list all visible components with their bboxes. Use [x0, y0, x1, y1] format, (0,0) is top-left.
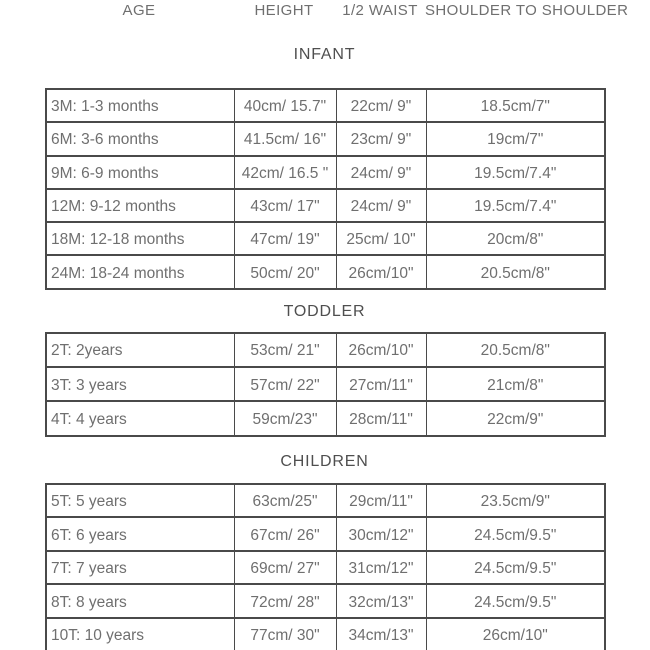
table-row — [46, 517, 605, 551]
table-row — [46, 401, 605, 435]
cell-shoulder: 19.5cm/7.4" — [426, 156, 605, 189]
table-row — [46, 189, 605, 222]
cell-age: 9M: 6-9 months — [46, 156, 234, 189]
table-row — [46, 222, 605, 255]
cell-age: 2T: 2years — [46, 333, 234, 367]
cell-height: 77cm/ 30" — [234, 618, 336, 650]
cell-age: 18M: 12-18 months — [46, 222, 234, 255]
cell-age: 24M: 18-24 months — [46, 255, 234, 288]
column-header-height: HEIGHT — [254, 2, 314, 19]
table-row — [46, 551, 605, 585]
column-header-age: AGE — [122, 2, 156, 19]
cell-height: 42cm/ 16.5 " — [234, 156, 336, 189]
cell-height: 59cm/23" — [234, 401, 336, 435]
size-table-toddler — [45, 332, 606, 437]
cell-shoulder: 20.5cm/8" — [426, 333, 605, 367]
cell-height: 43cm/ 17" — [234, 189, 336, 222]
cell-shoulder: 18.5cm/7" — [426, 89, 605, 122]
column-headers — [45, 2, 629, 19]
cell-half-waist: 24cm/ 9" — [336, 156, 426, 189]
cell-shoulder: 19cm/7" — [426, 122, 605, 155]
cell-shoulder: 21cm/8" — [426, 367, 605, 401]
table-row — [46, 122, 605, 155]
cell-shoulder: 22cm/9" — [426, 401, 605, 435]
cell-shoulder: 26cm/10" — [426, 618, 605, 650]
cell-half-waist: 31cm/12" — [336, 551, 426, 585]
cell-half-waist: 34cm/13" — [336, 618, 426, 650]
cell-half-waist: 30cm/12" — [336, 517, 426, 551]
table-row — [46, 255, 605, 288]
table-row — [46, 618, 605, 650]
column-header-half-waist: 1/2 WAIST — [342, 2, 418, 19]
cell-half-waist: 28cm/11" — [336, 401, 426, 435]
cell-height: 40cm/ 15.7" — [234, 89, 336, 122]
table-row — [46, 333, 605, 367]
cell-shoulder: 24.5cm/9.5" — [426, 584, 605, 618]
cell-shoulder: 24.5cm/9.5" — [426, 517, 605, 551]
section-infant — [45, 47, 604, 290]
cell-half-waist: 26cm/10" — [336, 255, 426, 288]
cell-age: 5T: 5 years — [46, 484, 234, 518]
cell-height: 57cm/ 22" — [234, 367, 336, 401]
cell-shoulder: 23.5cm/9" — [426, 484, 605, 518]
table-row — [46, 484, 605, 518]
cell-half-waist: 27cm/11" — [336, 367, 426, 401]
table-row — [46, 367, 605, 401]
cell-half-waist: 23cm/ 9" — [336, 122, 426, 155]
section-title-children: CHILDREN — [280, 452, 369, 470]
table-row — [46, 156, 605, 189]
cell-height: 72cm/ 28" — [234, 584, 336, 618]
cell-age: 10T: 10 years — [46, 618, 234, 650]
cell-shoulder: 20cm/8" — [426, 222, 605, 255]
cell-half-waist: 24cm/ 9" — [336, 189, 426, 222]
table-row — [46, 89, 605, 122]
cell-age: 3M: 1-3 months — [46, 89, 234, 122]
cell-half-waist: 22cm/ 9" — [336, 89, 426, 122]
cell-shoulder: 19.5cm/7.4" — [426, 189, 605, 222]
cell-half-waist: 29cm/11" — [336, 484, 426, 518]
cell-age: 8T: 8 years — [46, 584, 234, 618]
size-chart-sections — [45, 47, 604, 650]
section-title-toddler: TODDLER — [283, 302, 366, 320]
size-table-infant — [45, 88, 606, 290]
cell-height: 63cm/25" — [234, 484, 336, 518]
section-children — [45, 454, 604, 650]
section-title-infant: INFANT — [293, 46, 356, 63]
cell-height: 53cm/ 21" — [234, 333, 336, 367]
cell-age: 6M: 3-6 months — [46, 122, 234, 155]
table-row — [46, 584, 605, 618]
cell-age: 4T: 4 years — [46, 401, 234, 435]
cell-height: 67cm/ 26" — [234, 517, 336, 551]
cell-age: 6T: 6 years — [46, 517, 234, 551]
cell-half-waist: 32cm/13" — [336, 584, 426, 618]
cell-height: 69cm/ 27" — [234, 551, 336, 585]
cell-half-waist: 25cm/ 10" — [336, 222, 426, 255]
cell-age: 12M: 9-12 months — [46, 189, 234, 222]
section-toddler — [45, 304, 604, 437]
cell-height: 41.5cm/ 16" — [234, 122, 336, 155]
cell-height: 47cm/ 19" — [234, 222, 336, 255]
column-header-shoulder-to-shoulder: SHOULDER TO SHOULDER — [425, 2, 629, 19]
cell-height: 50cm/ 20" — [234, 255, 336, 288]
cell-shoulder: 20.5cm/8" — [426, 255, 605, 288]
cell-age: 3T: 3 years — [46, 367, 234, 401]
cell-age: 7T: 7 years — [46, 551, 234, 585]
cell-shoulder: 24.5cm/9.5" — [426, 551, 605, 585]
cell-half-waist: 26cm/10" — [336, 333, 426, 367]
size-table-children — [45, 483, 606, 650]
